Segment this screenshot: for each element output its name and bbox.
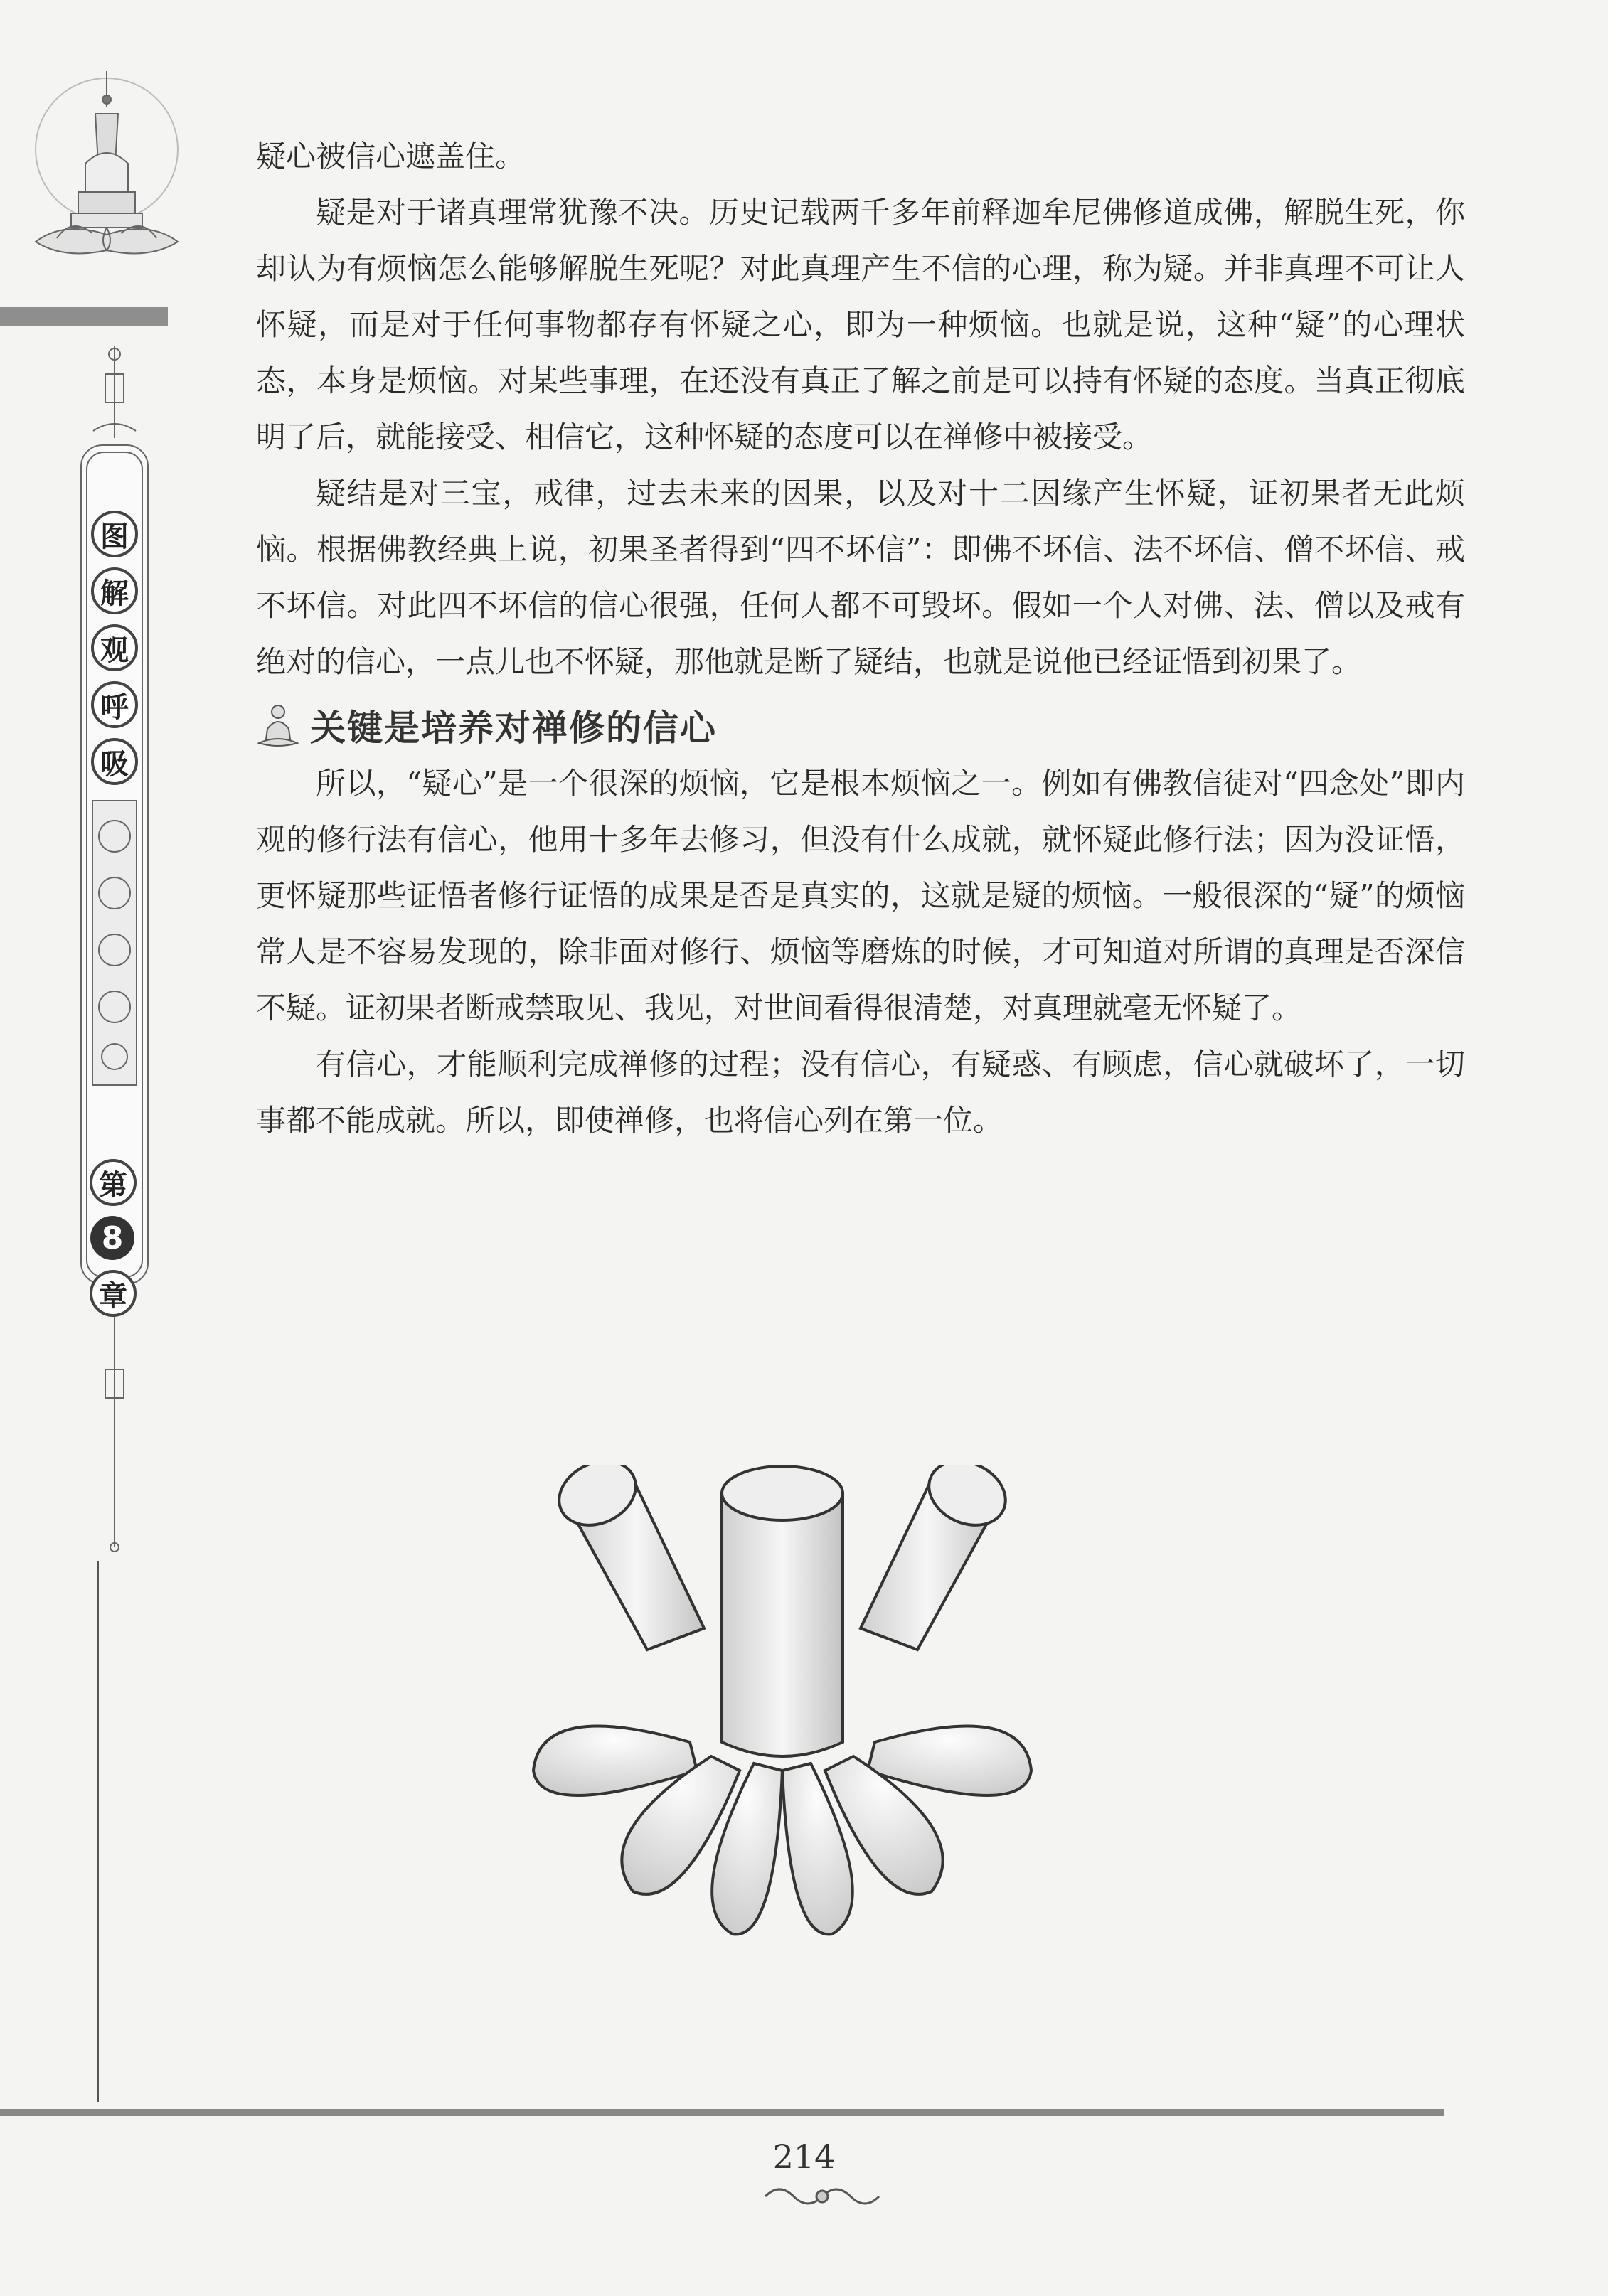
paragraph: 疑心被信心遮盖住。 xyxy=(256,139,526,173)
scroll-flourish-icon xyxy=(758,2179,886,2214)
sidebar-title-char: 观 xyxy=(91,624,138,671)
header-bar xyxy=(0,307,168,326)
paragraph: 疑结是对三宝，戒律，过去未来的因果，以及对十二因缘产生怀疑，证初果者无此烦恼。根据佛教经典上说，初果圣者得到“四不坏信”：即佛不坏信、法不坏信、僧不坏信、戒不坏信。对此四不坏信的信心很强，任何人都不可毁坏。假如一个人对佛、法、僧以及戒有绝对的信心，一点儿也不怀疑，那他就是断了疑结，也就是说他已经证悟到初果了。 xyxy=(256,476,1465,679)
lotus-cylinder-illustration xyxy=(526,1465,1038,1963)
paragraph: 所以，“疑心”是一个很深的烦恼，它是根本烦恼之一。例如有佛教信徒对“四念处”即内观的修行法有信心，他用十多年去修习，但没有什么成就，就怀疑此修行法；因为没证悟，更怀疑那些证悟者修行证悟的成果是否是真实的，这就是疑的烦恼。一般很深的“疑”的烦恼常人是不容易发现的，除非面对修行、烦恼等磨炼的时候，才可知道对所谓的真理是否深信不疑。证初果者断戒禁取见、我见，对世间看得很清楚，对真理就毫无怀疑了。 xyxy=(256,766,1465,1025)
section-heading-text: 关键是培养对禅修的信心 xyxy=(310,707,717,749)
sidebar-book-title xyxy=(91,511,134,795)
chapter-suffix: 章 xyxy=(90,1270,137,1317)
meditating-figure-icon xyxy=(253,700,303,750)
sidebar-title-char: 解 xyxy=(91,567,138,614)
page-number: 214 xyxy=(772,2137,836,2176)
margin-line xyxy=(97,1561,99,2102)
footer-rule xyxy=(0,2109,1444,2116)
paragraph: 有信心，才能顺利完成禅修的过程；没有信心，有疑惑、有顾虑，信心就破坏了，一切事都不能成就。所以，即使禅修，也将信心列在第一位。 xyxy=(256,1047,1465,1138)
chapter-number: 8 xyxy=(90,1216,134,1260)
stupa-lotus-icon xyxy=(21,64,192,292)
chapter-prefix: 第 xyxy=(90,1159,137,1206)
body-text xyxy=(256,128,1465,1148)
sidebar-title-char: 吸 xyxy=(91,738,138,785)
paragraph: 疑是对于诸真理常犹豫不决。历史记载两千多年前释迦牟尼佛修道成佛，解脱生死，你却认为有烦恼怎么能够解脱生死呢？对此真理产生不信的心理，称为疑。并非真理不可让人怀疑，而是对于任何事物都存有怀疑之心，即为一种烦恼。也就是说，这种“疑”的心理状态，本身是烦恼。对某些事理，在还没有真正了解之前是可以持有怀疑的态度。当真正彻底明了后，就能接受、相信它，这种怀疑的态度可以在禅修中被接受。 xyxy=(256,195,1465,454)
sidebar-title-char: 呼 xyxy=(91,681,138,728)
sidebar-title-char: 图 xyxy=(91,511,138,557)
chapter-marker xyxy=(90,1159,135,1317)
section-heading xyxy=(253,700,1465,751)
